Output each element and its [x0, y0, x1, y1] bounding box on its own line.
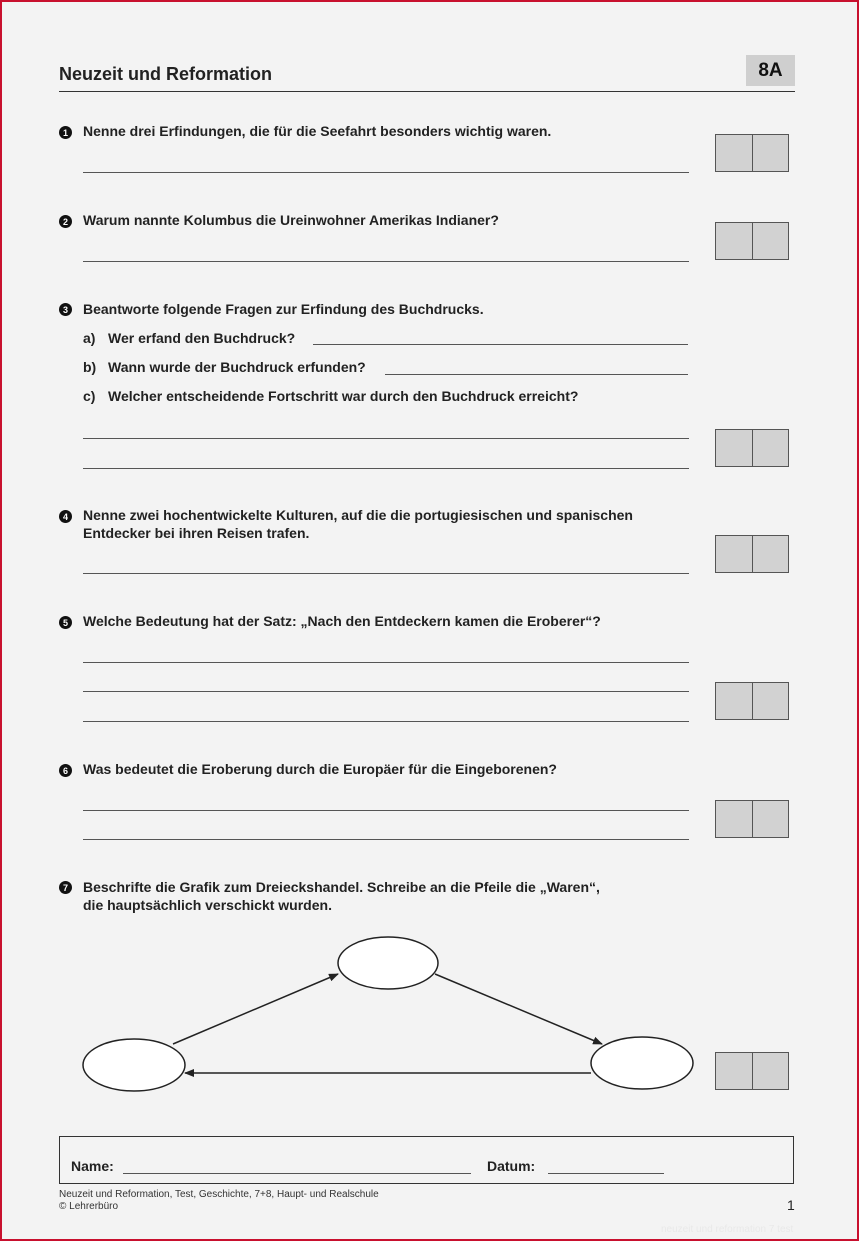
watermark: neuzeit und reformation 7 test [661, 1224, 794, 1235]
question-3-text: Beantworte folgende Fragen zur Erfindung des Buchdrucks. [83, 301, 484, 317]
subquestion-b-text: Wann wurde der Buchdruck erfunden? [108, 359, 366, 375]
question-5-text: Welche Bedeutung hat der Satz: „Nach den Entdeckern kamen die Eroberer“? [83, 613, 601, 629]
name-label: Name: [71, 1158, 114, 1174]
date-label: Datum: [487, 1158, 536, 1174]
diagram-node-left[interactable] [83, 1039, 185, 1091]
question-2-text: Warum nannte Kolumbus die Ureinwohner Amerikas Indianer? [83, 212, 499, 228]
question-number-3: 3 [59, 303, 72, 316]
subquestion-c-label: c) [83, 388, 96, 404]
question-number-6: 6 [59, 764, 72, 777]
subquestion-a-text: Wer erfand den Buchdruck? [108, 330, 296, 346]
question-6-text: Was bedeutet die Eroberung durch die Europäer für die Eingeborenen? [83, 761, 557, 777]
subquestion-c-text: Welcher entscheidende Fortschritt war durch den Buchdruck erreicht? [108, 388, 579, 404]
subquestion-a-label: a) [83, 330, 96, 346]
arrow-left-to-top [173, 974, 338, 1044]
page-number: 1 [787, 1197, 795, 1213]
score-box-7[interactable] [715, 1052, 789, 1090]
question-4-text: Nenne zwei hochentwickelte Kulturen, auf die die portugiesischen und spanischen [83, 507, 633, 523]
question-number-2: 2 [59, 215, 72, 228]
arrow-top-to-right [435, 974, 602, 1044]
question-7-text: Beschrifte die Grafik zum Dreieckshandel. Schreibe an die Pfeile die „Waren“, [83, 879, 600, 895]
name-field[interactable] [123, 1173, 471, 1174]
question-number-5: 5 [59, 616, 72, 629]
question-number-4: 4 [59, 510, 72, 523]
question-7-text-cont: die hauptsächlich verschickt wurden. [83, 897, 332, 913]
grade-badge: 8A [746, 55, 795, 86]
page-title: Neuzeit und Reformation [59, 64, 273, 84]
name-date-box [59, 1136, 794, 1184]
question-number-1: 1 [59, 126, 72, 139]
diagram-node-right[interactable] [591, 1037, 693, 1089]
footer-source: Neuzeit und Reformation, Test, Geschichte, 7+8, Haupt- und Realschule [59, 1189, 379, 1200]
footer-copyright: © Lehrerbüro [59, 1201, 119, 1212]
diagram-node-top[interactable] [338, 937, 438, 989]
question-number-7: 7 [59, 881, 72, 894]
subquestion-b-label: b) [83, 359, 97, 375]
question-1-text: Nenne drei Erfindungen, die für die Seefahrt besonders wichtig waren. [83, 123, 552, 139]
date-field[interactable] [548, 1173, 664, 1174]
question-4-text-cont: Entdecker bei ihren Reisen trafen. [83, 525, 310, 541]
